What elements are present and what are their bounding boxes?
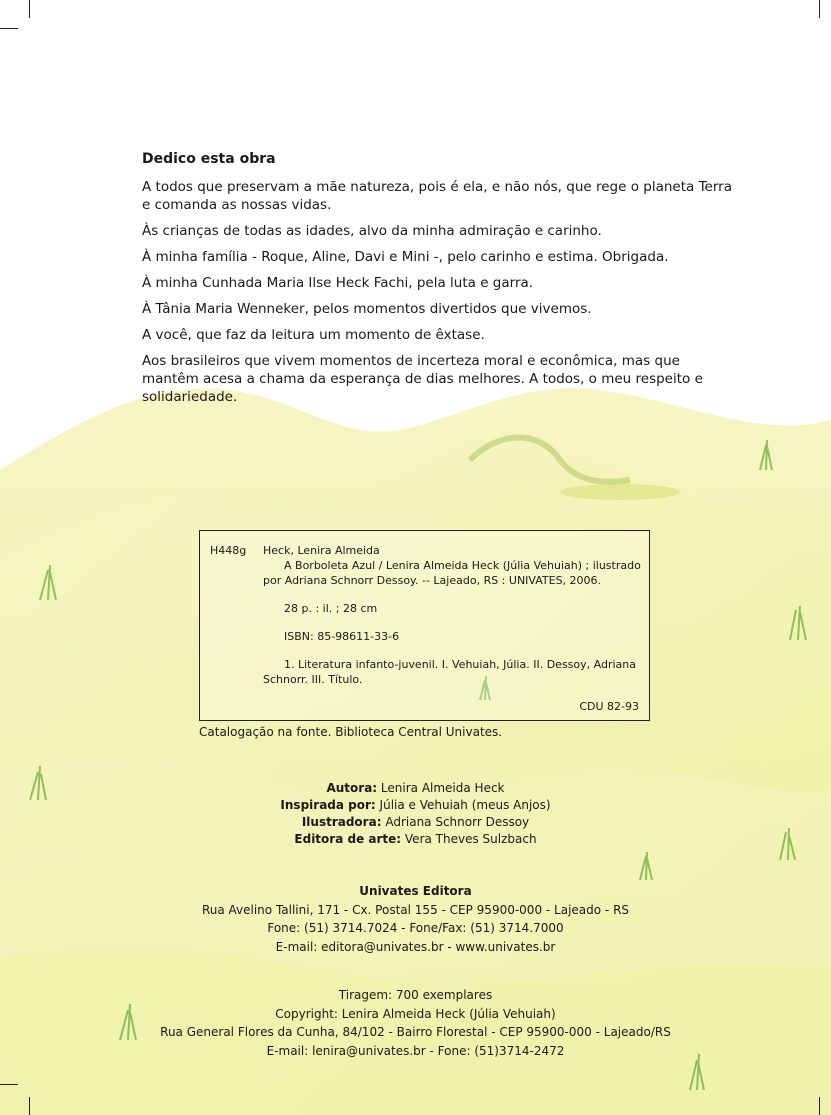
print-run: Tiragem: 700 exemplares: [338, 988, 493, 1002]
catalog-isbn: ISBN: 85-98611-33-6: [284, 630, 400, 643]
crop-mark: [819, 0, 820, 18]
dedication-paragraph: A você, que faz da leitura um momento de êxtase.: [142, 327, 485, 343]
credit-line: [0, 780, 831, 797]
credit-value: Vera Theves Sulzbach: [404, 832, 537, 846]
catalog-physical: 28 p. : il. ; 28 cm: [284, 602, 378, 615]
catalog-code: H448g: [210, 544, 247, 557]
dedication-title: Dedico esta obra: [142, 151, 276, 167]
dedication-section: [142, 150, 732, 414]
author-address: Rua General Flores da Cunha, 84/102 - Bairro Florestal - CEP 95900-000 - Lajeado/RS: [160, 1025, 671, 1039]
catalog-description: A Borboleta Azul / Lenira Almeida Heck (Júlia Vehuiah) ; ilustrado por Adriana Schnorr Dessoy. -- Lajeado, RS : UNIVATES, 2006.: [263, 559, 641, 587]
dedication-paragraph: À minha família - Roque, Aline, Davi e Mini -, pelo carinho e estima. Obrigada.: [142, 249, 669, 265]
credit-value: Lenira Almeida Heck: [380, 781, 505, 795]
catalog-source: Catalogação na fonte. Biblioteca Central Univates.: [199, 725, 503, 739]
copyright-line: Copyright: Lenira Almeida Heck (Júlia Vehuiah): [275, 1006, 556, 1021]
crop-mark: [29, 0, 30, 18]
credit-value: Adriana Schnorr Dessoy: [385, 815, 530, 829]
publisher-phone: Fone: (51) 3714.7024 - Fone/Fax: (51) 3714.7000: [267, 921, 564, 935]
credit-line: [0, 831, 831, 848]
publisher-section: [0, 882, 831, 956]
credits-section: [0, 780, 831, 848]
catalog-subjects: 1. Literatura infanto-juvenil. I. Vehuiah, Júlia. II. Dessoy, Adriana Schnorr. III. Título.: [263, 658, 636, 686]
credit-label: Autora:: [326, 781, 378, 795]
catalog-author: Heck, Lenira Almeida: [263, 544, 380, 557]
dedication-paragraph: Às crianças de todas as idades, alvo da minha admiração e carinho.: [142, 223, 602, 239]
dedication-paragraph: Aos brasileiros que vivem momentos de incerteza moral e econômica, mas que mantêm acesa a chama da esperança de dias melhores. A todos, o meu respeito e solidariedade.: [142, 353, 703, 405]
crop-mark: [29, 1097, 30, 1115]
publisher-address: Rua Avelino Tallini, 171 - Cx. Postal 155 - CEP 95900-000 - Lajeado - RS: [201, 902, 630, 917]
publisher-name: Univates Editora: [359, 884, 472, 898]
dedication-paragraph: À Tânia Maria Wenneker, pelos momentos divertidos que vivemos.: [142, 301, 592, 317]
credit-line: [0, 797, 831, 814]
dedication-paragraph: À minha Cunhada Maria Ilse Heck Fachi, pela luta e garra.: [142, 275, 534, 291]
author-contact: E-mail: lenira@univates.br - Fone: (51)3714-2472: [266, 1043, 565, 1058]
crop-mark: [0, 1084, 18, 1085]
crop-mark: [0, 28, 18, 29]
credit-label: Editora de arte:: [294, 832, 402, 846]
credit-label: Ilustradora:: [301, 815, 382, 829]
crop-mark: [819, 1097, 820, 1115]
publisher-email: E-mail: editora@univates.br - www.univates.br: [275, 939, 556, 954]
dedication-paragraph: A todos que preservam a mãe natureza, pois é ela, e não nós, que rege o planeta Terra e comanda as nossas vidas.: [142, 179, 732, 213]
credit-line: [0, 814, 831, 831]
catalog-cdu: CDU 82-93: [579, 700, 639, 713]
printing-section: [0, 986, 831, 1060]
catalog-card: [199, 530, 650, 721]
credit-value: Júlia e Vehuiah (meus Anjos): [379, 798, 551, 812]
credit-label: Inspirada por:: [280, 798, 376, 812]
